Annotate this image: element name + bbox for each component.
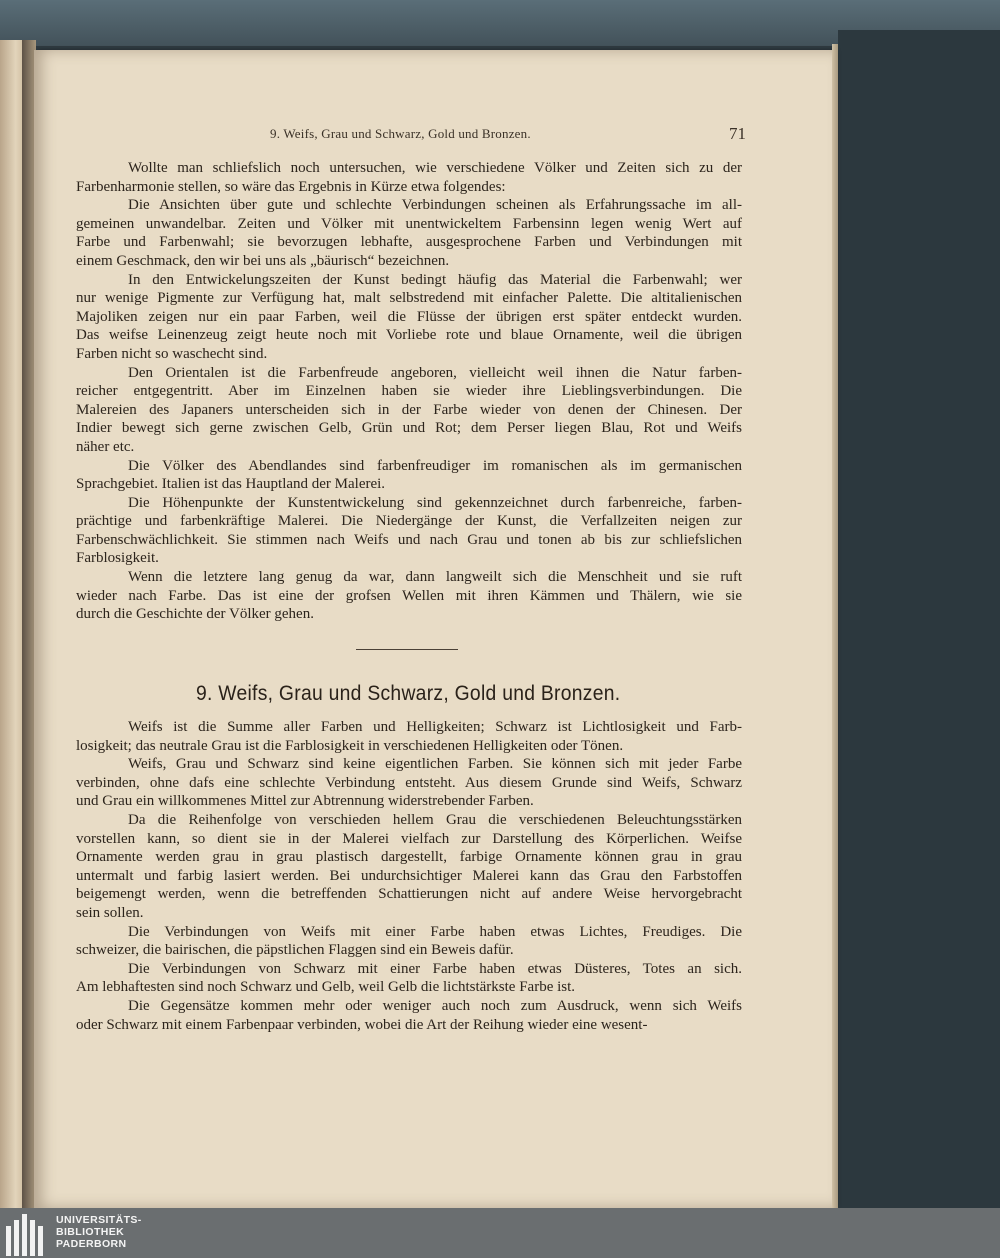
paragraph — [76, 923, 742, 960]
paragraph — [76, 494, 742, 568]
page-fore-edge — [832, 44, 838, 1208]
text-line: Majoliken zeigen nur ein paar Farben, weil die Flüsse der übrigen erst später entdeckt wurden. — [76, 308, 742, 325]
text-line: Farbenschwächlichkeit. Sie stimmen nach Weifs und nach Grau und tonen ab bis zur schliefslichen — [76, 531, 742, 548]
section-divider — [356, 649, 458, 650]
text-line: Ornamente werden grau in grau plastisch dargestellt, farbige Ornamente können grau in grau — [76, 849, 742, 866]
text-line: untermalt und farbig lasiert werden. Bei undurchsichtiger Malerei kann das Grau den Farbstoffen — [76, 867, 742, 884]
text-line: sein sollen. — [76, 904, 144, 921]
library-name-line-2: BIBLIOTHEK — [56, 1226, 125, 1238]
text-line: Da die Reihenfolge von verschieden hellem Grau die verschiedenen Beleuchtungsstärken — [128, 811, 742, 828]
text-line: näher etc. — [76, 438, 135, 455]
text-line: Farblosigkeit. — [76, 550, 159, 567]
paragraph — [76, 364, 742, 457]
text-line: prächtige und farbenkräftige Malerei. Die Niedergänge der Kunst, die Verfallzeiten neigen zur — [76, 513, 742, 530]
text-line: wieder nach Farbe. Das ist eine der grofsen Wellen mit ihren Kämmen und Thälern, wie sie — [76, 587, 742, 604]
library-name-line-3: PADERBORN — [56, 1238, 127, 1250]
text-line: reicher entgegentritt. Aber im Einzelnen haben sie wieder ihre Lieblingsverbindungen. Die — [76, 383, 742, 400]
text-line: durch die Geschichte der Völker gehen. — [76, 606, 314, 623]
running-head — [0, 126, 1000, 146]
library-name — [56, 1214, 142, 1250]
text-line: Die Verbindungen von Weifs mit einer Farbe haben etwas Lichtes, Freudiges. Die — [128, 923, 742, 940]
text-line: Malereien des Japaners unterscheiden sich in der Farbe wieder von denen der Chinesen. Der — [76, 401, 742, 418]
text-line: Den Orientalen ist die Farbenfreude angeboren, vielleicht weil ihnen die Natur farben- — [128, 364, 742, 381]
text-line: Farbenharmonie stellen, so wäre das Ergebnis in Kürze etwa folgendes: — [76, 178, 506, 195]
library-footer — [0, 1208, 1000, 1258]
text-line: Das weifse Leinenzeug zeigt heute noch mit Vorliebe rote und blaue Ornamente, weil die übrigen — [76, 327, 742, 344]
paragraph — [76, 457, 742, 494]
text-line: Farbe und Farbenwahl; sie bevorzugen lebhafte, ausgesprochene Farben und Verbindungen mit — [76, 234, 742, 251]
running-title: 9. Weifs, Grau und Schwarz, Gold und Bronzen. — [270, 126, 531, 141]
text-line: In den Entwickelungszeiten der Kunst bedingt häufig das Material die Farbenwahl; wer — [128, 271, 742, 288]
text-line: einem Geschmack, den wir bei uns als „bäurisch“ bezeichnen. — [76, 252, 450, 269]
paragraph — [76, 718, 742, 755]
text-line: Indier bewegt sich gerne zwischen Gelb, Grün und Rot; dem Perser liegen Blau, Rot und Weifs — [76, 420, 742, 437]
text-line: gemeinen unwandelbar. Zeiten und Völker mit unentwickeltem Farbensinn legen wenig Wert auf — [76, 215, 742, 232]
text-line: Die Ansichten über gute und schlechte Verbindungen scheinen als Erfahrungssache im all- — [128, 197, 742, 214]
text-line: Weifs, Grau und Schwarz sind keine eigentlichen Farben. Sie können sich mit jeder Farbe — [128, 756, 742, 773]
paragraph — [76, 568, 742, 624]
book-cover-right — [838, 30, 1000, 1208]
text-line: und Grau ein willkommenes Mittel zur Abtrennung widerstrebender Farben. — [76, 793, 534, 810]
text-line: Die Höhenpunkte der Kunstentwickelung sind gekennzeichnet durch farbenreiche, farben- — [128, 494, 742, 511]
text-line: vorstellen kann, so dient sie in der Malerei vielfach zur Darstellung des Körperlichen. Weifse — [76, 830, 742, 847]
text-line: Die Völker des Abendlandes sind farbenfreudiger im romanischen als im germanischen — [128, 457, 742, 474]
text-line: beigemengt werden, wenn die betreffenden Schattierungen nicht auf andere Weise hervorgebracht — [76, 886, 742, 903]
text-line: Farben nicht so waschecht sind. — [76, 345, 268, 362]
text-line: schweizer, die bairischen, die päpstlichen Flaggen sind ein Beweis dafür. — [76, 942, 514, 959]
page-number: 71 — [729, 124, 746, 143]
paragraph — [76, 997, 742, 1034]
text-line: losigkeit; das neutrale Grau ist die Farblosigkeit in verschiedenen Helligkeiten oder Tönen. — [76, 737, 624, 754]
paragraph — [76, 755, 742, 811]
text-line: Am lebhaftesten sind noch Schwarz und Gelb, weil Gelb die lichtstärkste Farbe ist. — [76, 979, 576, 996]
section-1-text — [76, 159, 742, 624]
library-name-line-1: UNIVERSITÄTS- — [56, 1214, 142, 1226]
paragraph — [76, 960, 742, 997]
section-heading: 9. Weifs, Grau und Schwarz, Gold und Bronzen. — [196, 682, 621, 705]
text-line: nur wenige Pigmente zur Verfügung hat, malt selbstredend mit einfacher Palette. Die altitalienischen — [76, 290, 742, 307]
text-line: Die Verbindungen von Schwarz mit einer Farbe haben etwas Düsteres, Totes an sich. — [128, 960, 742, 977]
text-line: verbinden, ohne dafs eine schlechte Verbindung entsteht. Aus diesem Grunde sind Weifs, Schwarz — [76, 774, 742, 791]
text-line: Wenn die letztere lang genug da war, dann langweilt sich die Menschheit und sie ruft — [128, 569, 742, 586]
paragraph — [76, 271, 742, 364]
paragraph — [76, 159, 742, 196]
section-2-text — [76, 718, 742, 1034]
paragraph — [76, 811, 742, 923]
text-line: Weifs ist die Summe aller Farben und Helligkeiten; Schwarz ist Lichtlosigkeit und Farb- — [128, 719, 742, 735]
library-logo-icon — [6, 1212, 46, 1256]
text-line: Sprachgebiet. Italien ist das Hauptland der Malerei. — [76, 476, 386, 493]
paragraph — [76, 196, 742, 270]
text-line: oder Schwarz mit einem Farbenpaar verbinden, wobei die Art der Reihung wieder eine wesent- — [76, 1016, 648, 1033]
text-line: Wollte man schliefslich noch untersuchen, wie verschiedene Völker und Zeiten sich zu der — [128, 160, 742, 176]
text-line: Die Gegensätze kommen mehr oder weniger auch noch zum Ausdruck, wenn sich Weifs — [128, 997, 742, 1014]
